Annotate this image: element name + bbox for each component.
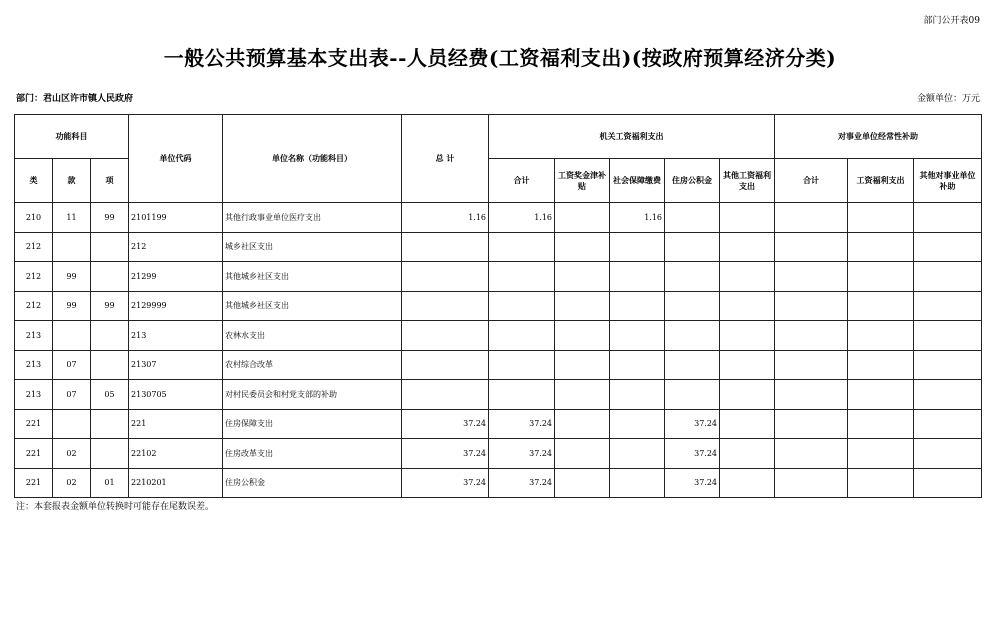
cell-total [402,321,489,351]
cell-kuan: 11 [53,203,91,233]
header-inst-group: 对事业单位经常性补助 [775,115,982,159]
cell-xiang [91,232,129,262]
cell-kuan: 99 [53,262,91,292]
cell-agency-total [489,262,555,292]
cell-xiang [91,321,129,351]
cell-agency-wage [555,380,610,410]
header-lei: 类 [15,159,53,203]
cell-agency-other [720,232,775,262]
cell-kuan: 02 [53,439,91,469]
cell-agency-social [610,380,665,410]
cell-unit-code: 212 [129,232,223,262]
cell-lei: 212 [15,232,53,262]
header-agency-group: 机关工资福利支出 [489,115,775,159]
cell-xiang: 01 [91,468,129,498]
table-row [15,262,982,292]
header-kuan: 款 [53,159,91,203]
cell-unit-name: 农村综合改革 [223,350,402,380]
cell-inst-wage [848,291,914,321]
cell-inst-wage [848,468,914,498]
table-body [15,203,982,498]
header-xiang: 项 [91,159,129,203]
cell-inst-other [914,468,982,498]
cell-agency-total: 37.24 [489,409,555,439]
cell-inst-total [775,232,848,262]
cell-agency-housing [665,203,720,233]
cell-agency-other [720,380,775,410]
cell-lei: 210 [15,203,53,233]
table-row [15,380,982,410]
cell-agency-housing [665,350,720,380]
cell-agency-other [720,468,775,498]
cell-agency-social [610,262,665,292]
cell-agency-total: 1.16 [489,203,555,233]
cell-xiang [91,350,129,380]
cell-agency-social [610,439,665,469]
cell-inst-other [914,380,982,410]
cell-inst-wage [848,380,914,410]
cell-inst-other [914,232,982,262]
cell-agency-wage [555,409,610,439]
cell-lei: 221 [15,468,53,498]
cell-agency-other [720,262,775,292]
cell-inst-other [914,439,982,469]
cell-lei: 221 [15,409,53,439]
cell-kuan: 99 [53,291,91,321]
table-row [15,232,982,262]
cell-unit-name: 住房公积金 [223,468,402,498]
table-row [15,468,982,498]
cell-agency-wage [555,262,610,292]
cell-inst-total [775,380,848,410]
table-row [15,350,982,380]
cell-kuan: 02 [53,468,91,498]
cell-lei: 221 [15,439,53,469]
cell-inst-wage [848,350,914,380]
table-row [15,203,982,233]
cell-agency-total [489,291,555,321]
cell-inst-total [775,409,848,439]
cell-agency-housing [665,291,720,321]
cell-agency-other [720,350,775,380]
table-row [15,321,982,351]
cell-kuan: 07 [53,350,91,380]
cell-agency-total [489,380,555,410]
cell-agency-other [720,439,775,469]
cell-total [402,380,489,410]
cell-agency-social: 1.16 [610,203,665,233]
cell-inst-total [775,468,848,498]
cell-total [402,291,489,321]
table-row [15,439,982,469]
header-unit-code: 单位代码 [129,115,223,203]
cell-agency-wage [555,321,610,351]
cell-agency-other [720,321,775,351]
cell-inst-wage [848,439,914,469]
cell-total: 37.24 [402,409,489,439]
cell-xiang [91,409,129,439]
cell-xiang: 99 [91,203,129,233]
page-title: 一般公共预算基本支出表--人员经费(工资福利支出)(按政府预算经济分类) [163,46,837,70]
cell-kuan [53,232,91,262]
footnote: 注：本套报表金额单位转换时可能存在尾数误差。 [16,502,215,512]
cell-kuan [53,409,91,439]
cell-inst-other [914,321,982,351]
cell-lei: 212 [15,291,53,321]
header-unit-name: 单位名称（功能科目） [223,115,402,203]
department-label: 部门：君山区许市镇人民政府 [16,94,134,104]
cell-lei: 213 [15,350,53,380]
cell-xiang: 05 [91,380,129,410]
cell-inst-wage [848,409,914,439]
cell-inst-wage [848,321,914,351]
cell-unit-code: 2210201 [129,468,223,498]
cell-inst-other [914,291,982,321]
cell-agency-housing: 37.24 [665,409,720,439]
cell-agency-wage [555,291,610,321]
cell-xiang [91,262,129,292]
cell-lei: 213 [15,321,53,351]
cell-inst-total [775,203,848,233]
cell-agency-social [610,409,665,439]
cell-unit-code: 2130705 [129,380,223,410]
cell-inst-total [775,321,848,351]
cell-unit-code: 21299 [129,262,223,292]
cell-total [402,350,489,380]
cell-xiang: 99 [91,291,129,321]
cell-agency-housing: 37.24 [665,468,720,498]
cell-unit-name: 其他城乡社区支出 [223,262,402,292]
header-agency-total: 合计 [489,159,555,203]
unit-label: 金额单位：万元 [916,94,980,104]
cell-agency-other [720,409,775,439]
cell-agency-total: 37.24 [489,439,555,469]
cell-agency-social [610,350,665,380]
cell-kuan: 07 [53,380,91,410]
cell-inst-total [775,262,848,292]
cell-kuan [53,321,91,351]
cell-inst-wage [848,262,914,292]
cell-inst-other [914,262,982,292]
cell-unit-name: 其他城乡社区支出 [223,291,402,321]
table-row [15,409,982,439]
cell-inst-wage [848,232,914,262]
cell-agency-total: 37.24 [489,468,555,498]
header-inst-wage: 工资福利支出 [848,159,914,203]
cell-inst-total [775,439,848,469]
cell-total [402,232,489,262]
cell-agency-wage [555,232,610,262]
cell-agency-wage [555,468,610,498]
cell-agency-housing [665,321,720,351]
cell-agency-total [489,350,555,380]
cell-agency-housing: 37.24 [665,439,720,469]
cell-unit-name: 住房保障支出 [223,409,402,439]
cell-total: 37.24 [402,468,489,498]
cell-agency-wage [555,203,610,233]
cell-inst-other [914,203,982,233]
header-inst-total: 合计 [775,159,848,203]
budget-table [14,114,982,498]
header-agency-social: 社会保障缴费 [610,159,665,203]
cell-agency-wage [555,439,610,469]
cell-lei: 213 [15,380,53,410]
cell-unit-name: 城乡社区支出 [223,232,402,262]
cell-agency-housing [665,262,720,292]
cell-lei: 212 [15,262,53,292]
cell-total: 37.24 [402,439,489,469]
cell-agency-social [610,321,665,351]
cell-total [402,262,489,292]
table-row [15,291,982,321]
cell-agency-wage [555,350,610,380]
header-agency-wage: 工资奖金津补贴 [555,159,610,203]
cell-unit-code: 213 [129,321,223,351]
cell-agency-total [489,321,555,351]
cell-xiang [91,439,129,469]
cell-total: 1.16 [402,203,489,233]
cell-unit-name: 住房改革支出 [223,439,402,469]
cell-inst-total [775,350,848,380]
cell-agency-other [720,203,775,233]
cell-inst-wage [848,203,914,233]
cell-agency-social [610,468,665,498]
cell-agency-housing [665,232,720,262]
cell-unit-code: 2101199 [129,203,223,233]
table-header [15,115,982,203]
header-inst-other: 其他对事业单位补助 [914,159,982,203]
cell-inst-other [914,409,982,439]
header-agency-other: 其他工资福利支出 [720,159,775,203]
form-id: 部门公开表09 [923,16,980,26]
cell-unit-name: 对村民委员会和村党支部的补助 [223,380,402,410]
cell-inst-total [775,291,848,321]
cell-unit-name: 其他行政事业单位医疗支出 [223,203,402,233]
cell-agency-social [610,291,665,321]
cell-unit-code: 221 [129,409,223,439]
cell-agency-social [610,232,665,262]
cell-unit-code: 2129999 [129,291,223,321]
cell-agency-other [720,291,775,321]
header-agency-housing: 住房公积金 [665,159,720,203]
cell-unit-code: 21307 [129,350,223,380]
cell-agency-total [489,232,555,262]
cell-unit-code: 22102 [129,439,223,469]
cell-inst-other [914,350,982,380]
header-total: 总 计 [402,115,489,203]
cell-unit-name: 农林水支出 [223,321,402,351]
header-func-subject: 功能科目 [15,115,129,159]
cell-agency-housing [665,380,720,410]
